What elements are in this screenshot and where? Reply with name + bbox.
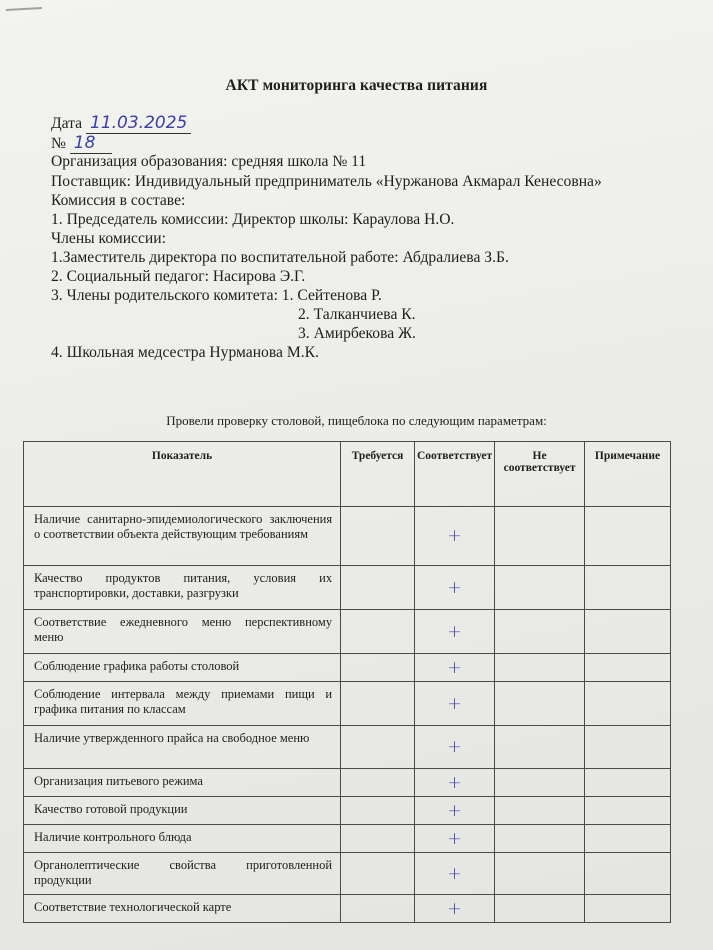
complies-cell bbox=[414, 610, 494, 654]
not-complies-cell bbox=[495, 507, 585, 566]
required-cell bbox=[341, 825, 415, 853]
header-note: Примечание bbox=[585, 442, 671, 507]
supplier-line: Поставщик: Индивидуальный предприниматель «Нуржанова Акмарал Кенесовна» bbox=[51, 173, 602, 190]
table-row bbox=[24, 682, 671, 726]
note-cell bbox=[585, 853, 671, 895]
required-cell bbox=[341, 682, 415, 726]
plus-mark: + bbox=[447, 863, 462, 884]
required-cell bbox=[341, 610, 415, 654]
table-row bbox=[24, 825, 671, 853]
table-caption: Провели проверку столовой, пищеблока по следующим параметрам: bbox=[166, 413, 547, 428]
note-cell bbox=[585, 895, 671, 923]
number-value: 18 bbox=[70, 133, 112, 154]
parent-2-line: 2. Талканчиева К. bbox=[298, 306, 416, 323]
required-cell bbox=[341, 853, 415, 895]
date-value: 11.03.2025 bbox=[86, 113, 191, 134]
required-cell bbox=[341, 566, 415, 610]
plus-mark: + bbox=[447, 737, 462, 757]
table-row bbox=[24, 726, 671, 769]
plus-mark: + bbox=[447, 898, 462, 919]
note-cell bbox=[585, 682, 671, 726]
members-line: Члены комиссии: bbox=[51, 230, 166, 247]
not-complies-cell bbox=[495, 853, 585, 895]
school-line: Организация образования: средняя школа № 11 bbox=[51, 153, 367, 170]
inspection-table bbox=[23, 441, 671, 923]
table-row bbox=[24, 507, 671, 566]
table-row bbox=[24, 566, 671, 610]
required-cell bbox=[341, 797, 415, 825]
not-complies-cell bbox=[495, 895, 585, 923]
required-cell bbox=[341, 507, 415, 566]
indicator-cell: Наличие контрольного блюда bbox=[24, 825, 341, 853]
indicator-cell: Организация питьевого режима bbox=[24, 769, 341, 797]
member-2-line: 2. Социальный педагог: Насирова Э.Г. bbox=[51, 268, 306, 285]
table-row bbox=[24, 895, 671, 923]
complies-cell bbox=[414, 769, 494, 797]
table-row bbox=[24, 797, 671, 825]
plus-mark: + bbox=[447, 577, 462, 598]
complies-cell bbox=[414, 895, 494, 923]
plus-mark: + bbox=[447, 693, 462, 714]
indicator-cell: Соответствие технологической карте bbox=[24, 895, 341, 923]
complies-cell bbox=[414, 853, 494, 895]
note-cell bbox=[585, 507, 671, 566]
table-row bbox=[24, 769, 671, 797]
not-complies-cell bbox=[495, 682, 585, 726]
number-line bbox=[51, 133, 112, 154]
not-complies-cell bbox=[495, 726, 585, 769]
header-not-complies: Не соответствует bbox=[495, 442, 585, 507]
commission-line: Комиссия в составе: bbox=[51, 192, 186, 209]
nurse-line: 4. Школьная медсестра Нурманова М.К. bbox=[51, 344, 319, 361]
complies-cell bbox=[414, 682, 494, 726]
header-complies: Соответствует bbox=[414, 442, 494, 507]
complies-cell bbox=[414, 566, 494, 610]
table-row bbox=[24, 853, 671, 895]
table-row bbox=[24, 654, 671, 682]
required-cell bbox=[341, 769, 415, 797]
not-complies-cell bbox=[495, 825, 585, 853]
not-complies-cell bbox=[495, 797, 585, 825]
complies-cell bbox=[414, 654, 494, 682]
indicator-cell: Наличие утвержденного прайса на свободное меню bbox=[24, 726, 341, 769]
note-cell bbox=[585, 769, 671, 797]
indicator-cell: Органолептические свойства приготовленной продукции bbox=[24, 853, 341, 895]
pencil-mark bbox=[6, 7, 42, 15]
note-cell bbox=[585, 654, 671, 682]
required-cell bbox=[341, 654, 415, 682]
date-line bbox=[51, 113, 191, 134]
date-label: Дата bbox=[51, 115, 83, 132]
parent-3-line: 3. Амирбекова Ж. bbox=[298, 325, 416, 342]
complies-cell bbox=[414, 507, 494, 566]
note-cell bbox=[585, 825, 671, 853]
header-indicator: Показатель bbox=[24, 442, 341, 507]
header-required: Требуется bbox=[341, 442, 415, 507]
document-title: АКТ мониторинга качества питания bbox=[225, 77, 488, 94]
indicator-cell: Соответствие ежедневного меню перспективному меню bbox=[24, 610, 341, 654]
plus-mark: + bbox=[447, 828, 462, 849]
complies-cell bbox=[414, 726, 494, 769]
note-cell bbox=[585, 566, 671, 610]
note-cell bbox=[585, 610, 671, 654]
indicator-cell: Соблюдение интервала между приемами пищи и графика питания по классам bbox=[24, 682, 341, 726]
chairman-line: 1. Председатель комиссии: Директор школы: Караулова Н.О. bbox=[51, 211, 455, 228]
complies-cell bbox=[414, 797, 494, 825]
not-complies-cell bbox=[495, 610, 585, 654]
required-cell bbox=[341, 895, 415, 923]
note-cell bbox=[585, 797, 671, 825]
member-3-line: 3. Члены родительского комитета: 1. Сейтенова Р. bbox=[51, 287, 382, 304]
plus-mark: + bbox=[447, 800, 462, 821]
table-header-row bbox=[24, 442, 671, 507]
indicator-cell: Качество продуктов питания, условия их транспортировки, доставки, разгрузки bbox=[24, 566, 341, 610]
number-label: № bbox=[51, 135, 66, 152]
indicator-cell: Наличие санитарно-эпидемиологического заключения о соответствии объекта действующим требованиям bbox=[24, 507, 341, 566]
plus-mark: + bbox=[447, 772, 462, 793]
table-row bbox=[24, 610, 671, 654]
plus-mark: + bbox=[447, 657, 462, 678]
complies-cell bbox=[414, 825, 494, 853]
member-1-line: 1.Заместитель директора по воспитательной работе: Абдралиева З.Б. bbox=[51, 249, 509, 266]
plus-mark: + bbox=[447, 526, 462, 546]
required-cell bbox=[341, 726, 415, 769]
note-cell bbox=[585, 726, 671, 769]
plus-mark: + bbox=[447, 621, 462, 642]
not-complies-cell bbox=[495, 566, 585, 610]
not-complies-cell bbox=[495, 654, 585, 682]
indicator-cell: Качество готовой продукции bbox=[24, 797, 341, 825]
not-complies-cell bbox=[495, 769, 585, 797]
indicator-cell: Соблюдение графика работы столовой bbox=[24, 654, 341, 682]
